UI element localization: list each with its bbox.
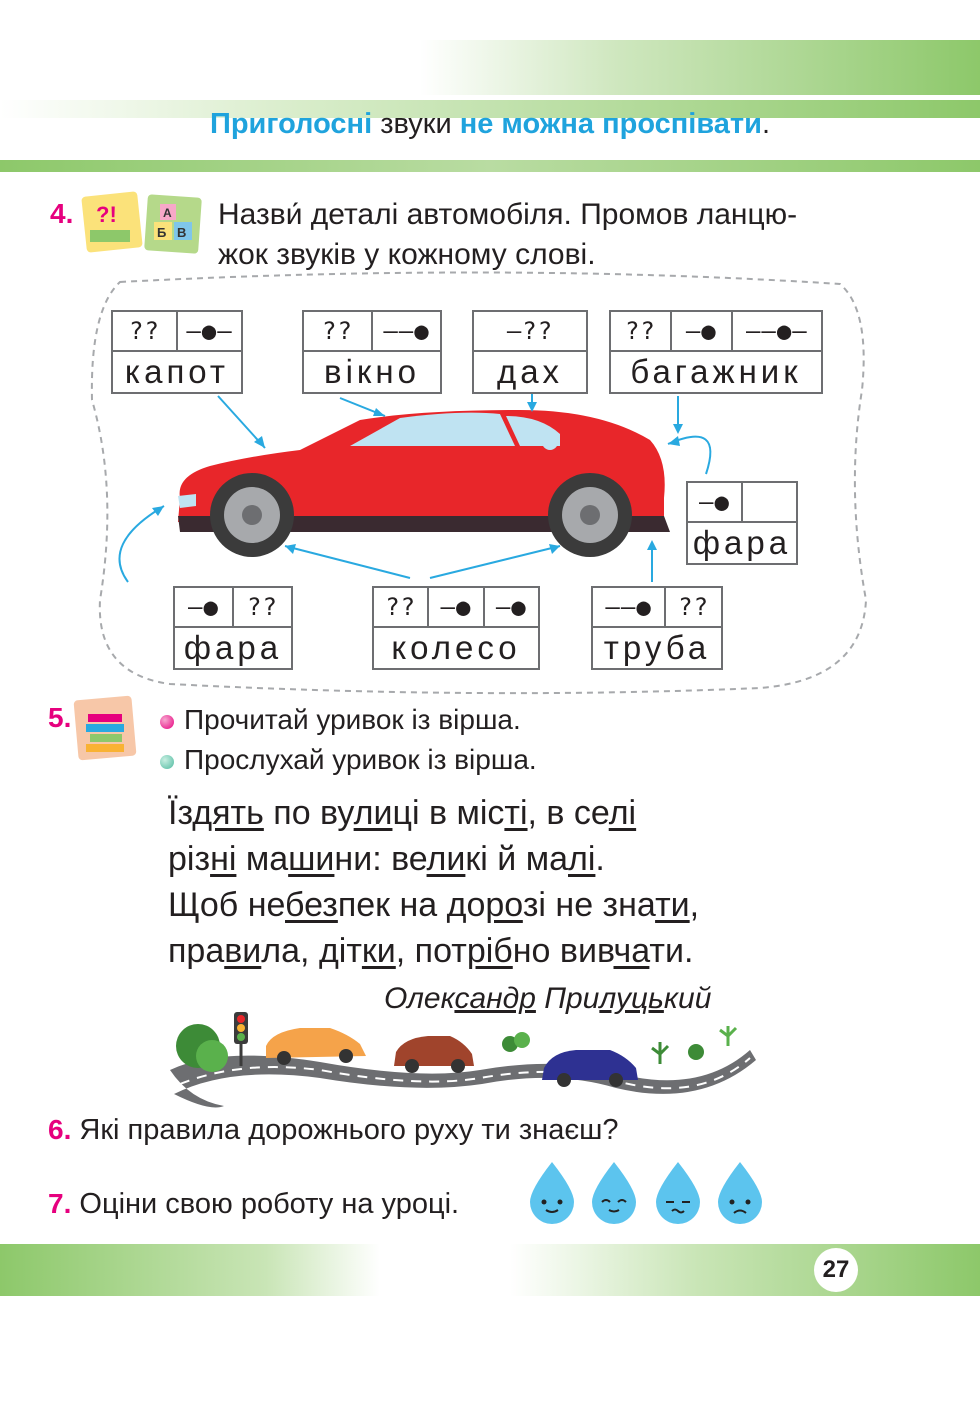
header-band: [420, 40, 980, 95]
poem-fragment: ,: [689, 886, 700, 924]
rule-title: [0, 108, 980, 141]
task-number: 6.: [48, 1114, 72, 1145]
task-icons: [76, 190, 206, 262]
scheme-truba: [591, 586, 723, 670]
task6-text: Які правила дорожнього руху ти знаєш?: [79, 1114, 619, 1146]
happy-drop-icon: [530, 1162, 574, 1224]
sad-drop-icon: [718, 1162, 762, 1224]
bush-icon: [688, 1044, 704, 1060]
road-illustration: [160, 1008, 760, 1118]
scheme-word: багажник: [630, 353, 802, 390]
plant-icon: [652, 1042, 668, 1064]
poem-line: [168, 836, 699, 882]
books-icon: [72, 694, 138, 764]
poem-fragment: лі: [568, 840, 596, 878]
scheme-cell: ??: [247, 593, 278, 621]
poem-fragment: ли: [353, 794, 393, 832]
poem: [168, 790, 699, 974]
scheme-word: капот: [124, 353, 230, 390]
scheme-bahazhnyk: [609, 310, 823, 394]
poem-fragment: кі й ма: [465, 840, 568, 878]
poem-fragment: пек на до: [337, 886, 486, 924]
poem-fragment: .: [595, 840, 605, 878]
poem-fragment: ки: [361, 932, 396, 970]
scheme-cell: ––●: [383, 317, 430, 345]
item-text: Прочитай уривок із вірша.: [184, 704, 521, 735]
scheme-cell: ??: [374, 588, 429, 626]
task6: [48, 1114, 619, 1147]
task5-items: [160, 700, 537, 780]
footer-band-left: [0, 1244, 380, 1296]
scheme-cell: ??: [611, 312, 672, 350]
poem-fragment: по ву: [263, 794, 354, 832]
scheme-cell: –●: [175, 588, 234, 626]
scheme-word: труба: [603, 629, 711, 666]
scheme-cell: [743, 483, 796, 521]
question-icon: [81, 191, 143, 253]
svg-text:В: В: [177, 225, 187, 240]
author-fragment: кий: [663, 982, 712, 1015]
scheme-cell: –●: [672, 312, 733, 350]
poem-fragment: ро: [485, 886, 523, 924]
task7-text: Оціни свою роботу на уроці.: [79, 1188, 460, 1220]
list-item: [160, 740, 537, 780]
scheme-cell: ??: [113, 312, 178, 350]
scheme-fara-right: [686, 481, 798, 565]
poem-line: [168, 928, 699, 974]
content-drop-icon: [592, 1162, 636, 1224]
page-number: 27: [814, 1248, 858, 1292]
poem-fragment: Щоб не: [168, 886, 286, 924]
scheme-cell: ––●–: [745, 317, 808, 345]
author-fragment: При: [535, 982, 600, 1015]
scheme-cell: –●: [688, 483, 743, 521]
poem-fragment: но вив: [512, 932, 614, 970]
instruction-line: жок звуків у кожному слові.: [218, 238, 596, 271]
rule-part: не можна проспівати: [459, 108, 762, 140]
author-fragment: луць: [599, 982, 664, 1015]
svg-text:?!: ?!: [96, 202, 117, 227]
plant-icon: [720, 1026, 736, 1046]
poem-fragment: дять: [192, 794, 264, 832]
scheme-cell: ??: [304, 312, 373, 350]
scheme-word: колесо: [391, 629, 521, 666]
self-assessment-drops: [524, 1158, 769, 1228]
rule-part: .: [761, 108, 771, 140]
scheme-vikno: [302, 310, 442, 394]
scheme-fara-left: [173, 586, 293, 670]
poem-fragment: пра: [168, 932, 225, 970]
poem-fragment: різ: [168, 840, 211, 878]
scheme-word: вікно: [324, 353, 420, 390]
poem-fragment: ти: [655, 886, 690, 924]
scheme-word: фара: [183, 629, 283, 666]
scheme-cell: ??: [678, 593, 710, 621]
task-number: 4.: [50, 198, 74, 229]
item-text: Прослухай уривок із вірша.: [184, 744, 537, 775]
author-fragment: Олек: [384, 982, 455, 1015]
brown-car-icon: [394, 1036, 474, 1073]
poem-fragment: ли: [426, 840, 466, 878]
scheme-cell: ––●: [593, 588, 666, 626]
list-item: [160, 700, 537, 740]
footer-band-right: [510, 1244, 980, 1296]
header-divider: [0, 160, 980, 172]
author-fragment: сандр: [454, 982, 536, 1015]
poem-fragment: ні: [210, 840, 237, 878]
scheme-cell: –??: [506, 317, 554, 345]
rule-part: звуки: [372, 108, 460, 140]
scheme-cell: –●–: [186, 317, 233, 345]
scheme-cell: –●: [429, 588, 484, 626]
scheme-kapot: [111, 310, 243, 394]
letter-blocks-icon: [144, 194, 202, 254]
uncertain-drop-icon: [656, 1162, 700, 1224]
poem-fragment: без: [285, 886, 338, 924]
scheme-word: фара: [692, 524, 792, 561]
scheme-cell: –●: [495, 593, 527, 621]
poem-fragment: ши: [288, 840, 335, 878]
poem-fragment: , в се: [527, 794, 609, 832]
scheme-word: дах: [496, 353, 564, 390]
svg-text:Б: Б: [157, 225, 167, 240]
task-number: 7.: [48, 1188, 72, 1219]
poem-fragment: ма: [236, 840, 289, 878]
task-number: 5.: [48, 702, 72, 733]
rule-part: Приголосні: [209, 108, 373, 140]
scheme-dakh: [472, 310, 588, 394]
orange-car-icon: [266, 1028, 366, 1065]
svg-text:А: А: [163, 206, 172, 220]
scheme-koleso: [372, 586, 540, 670]
poem-fragment: ці в міс: [392, 794, 505, 832]
poem-fragment: Їз: [168, 794, 193, 832]
green-bullet-icon: [160, 755, 174, 769]
poem-fragment: ви: [224, 932, 262, 970]
task4-instructions: [218, 195, 858, 275]
poem-fragment: ті: [504, 794, 528, 832]
poem-fragment: ни: ве: [334, 840, 427, 878]
pink-bullet-icon: [160, 715, 174, 729]
poem-fragment: ріб: [466, 932, 513, 970]
task7: [48, 1188, 459, 1221]
poem-fragment: ти.: [649, 932, 694, 970]
poem-line: [168, 882, 699, 928]
poem-fragment: ла, діт: [261, 932, 362, 970]
instruction-line: Назви́ деталі автомобіля. Промов ланцю-: [218, 198, 798, 231]
poem-fragment: , пот: [395, 932, 467, 970]
poem-line: [168, 790, 699, 836]
poem-fragment: лі: [608, 794, 637, 832]
poem-fragment: ча: [613, 932, 650, 970]
poem-fragment: зі не зна: [522, 886, 656, 924]
